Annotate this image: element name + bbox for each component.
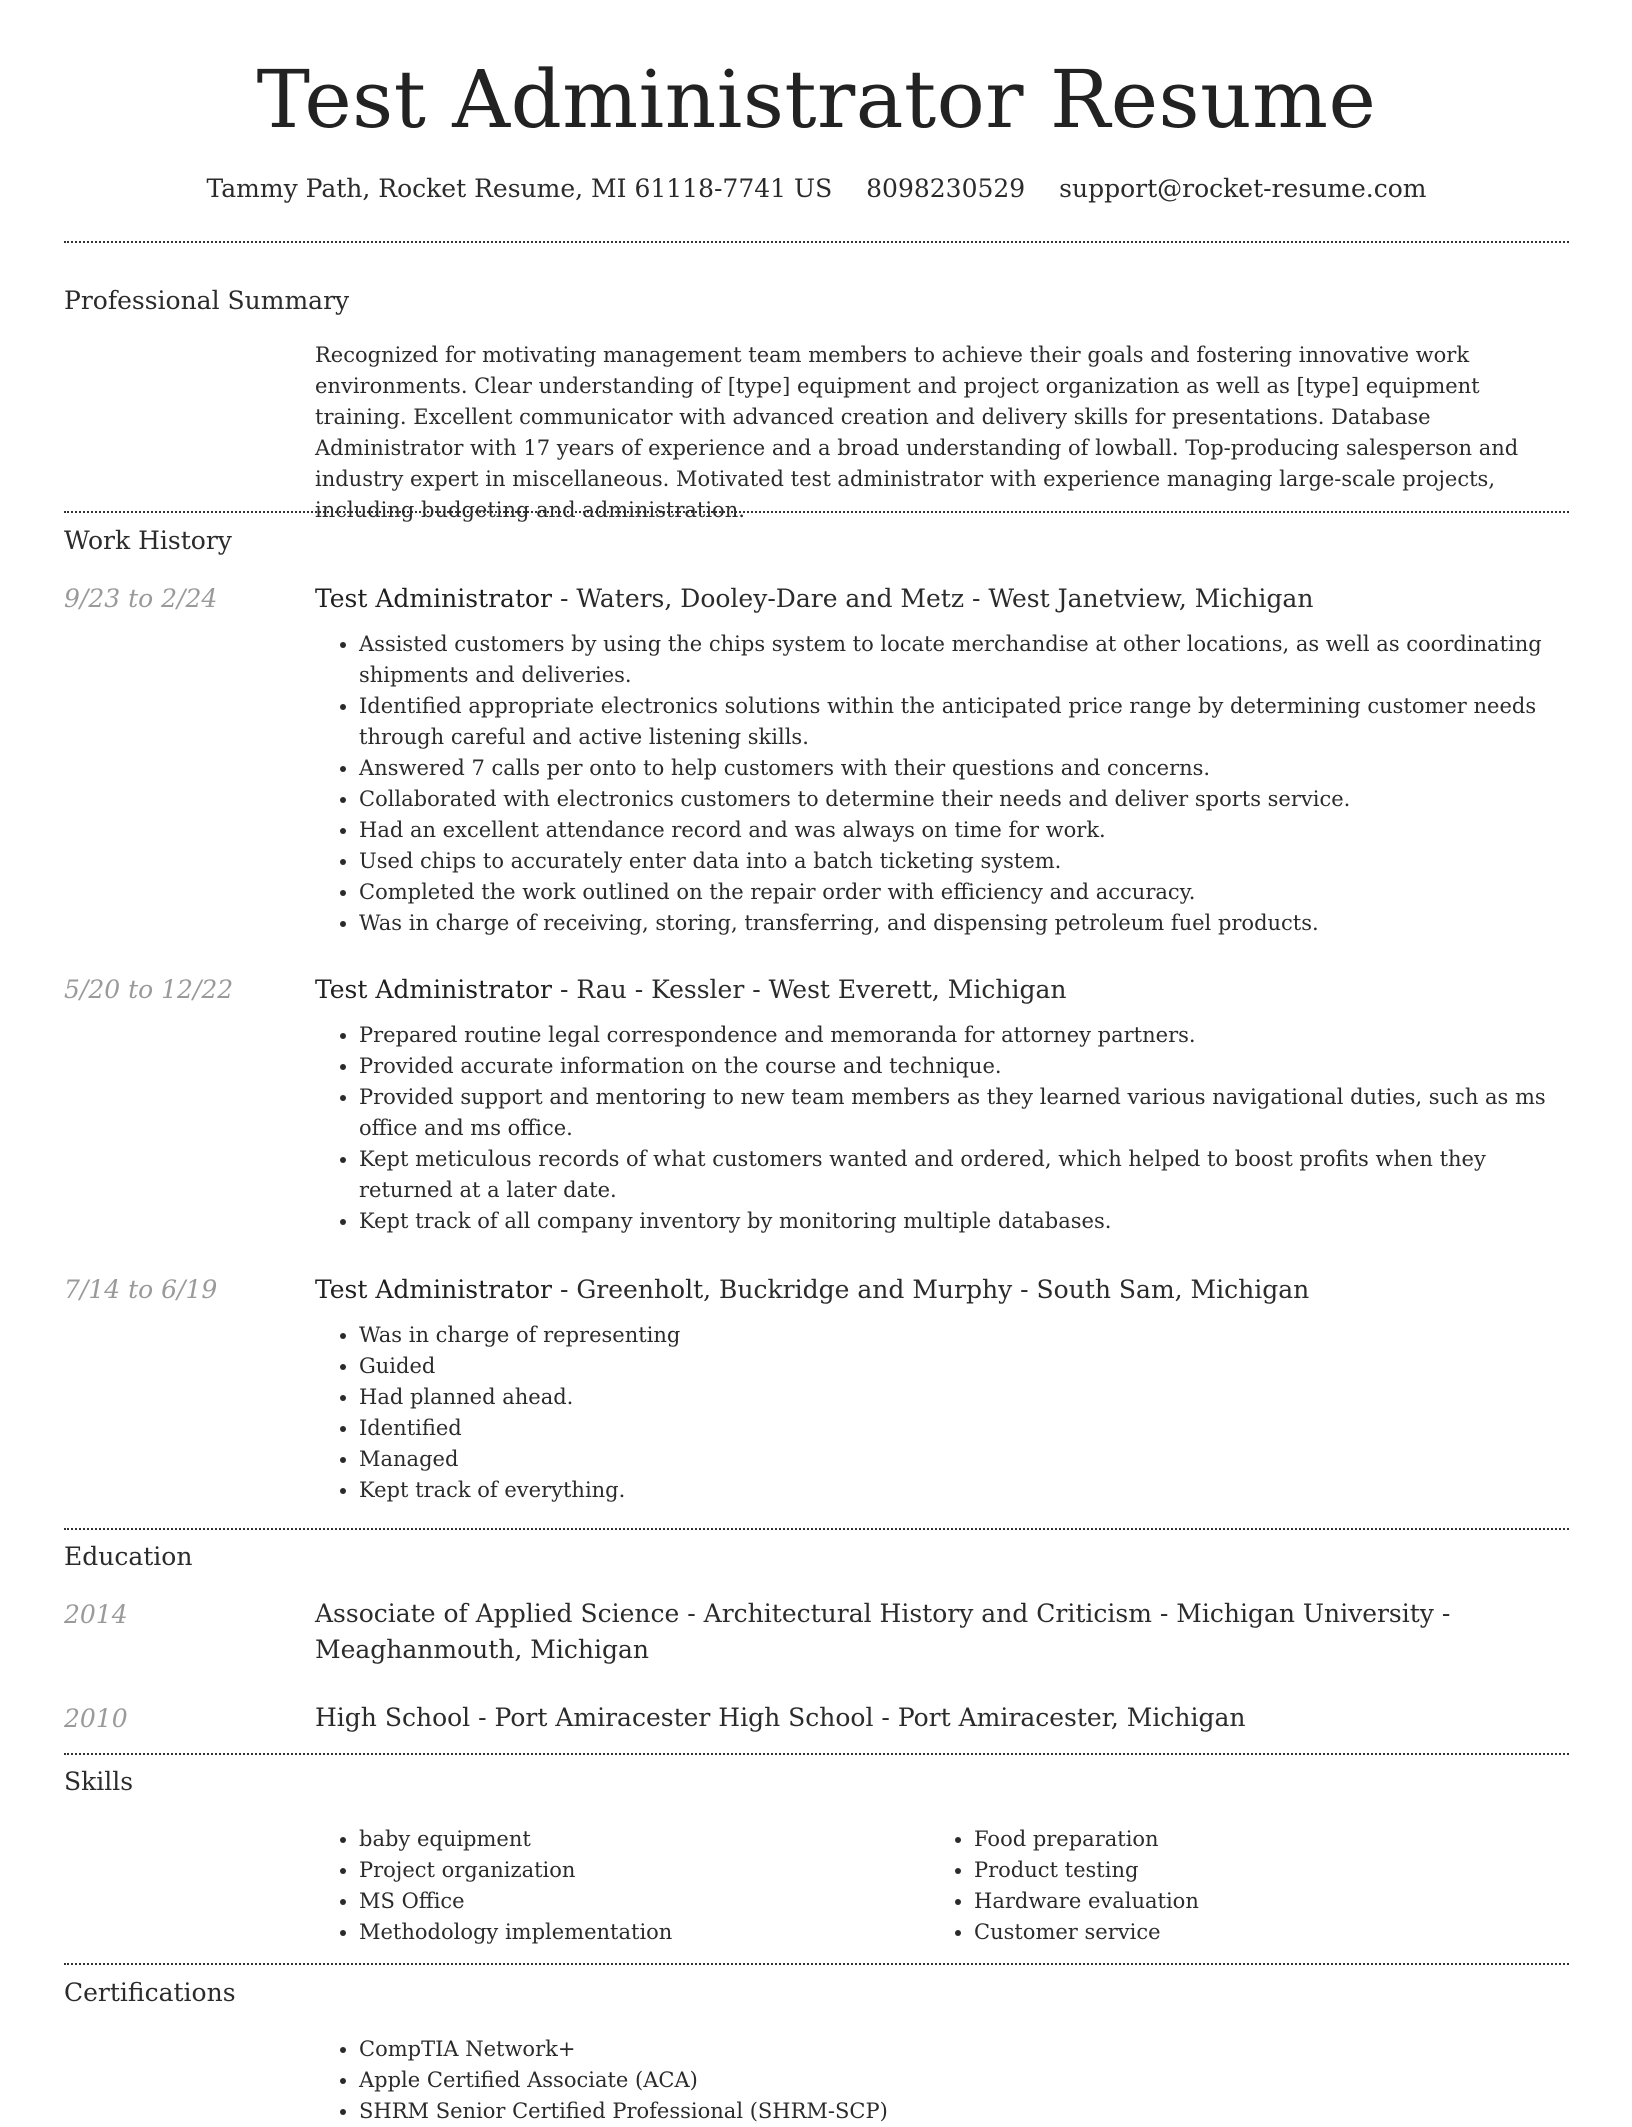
job-title [315,972,1569,1008]
education-degree: Associate of Applied Science [315,1599,680,1628]
job-bullets [315,1320,1569,1506]
job-entry [315,1272,1569,1506]
list-item: • Guided [359,1351,1569,1382]
skills-list [930,1824,1199,1948]
list-item: • Completed the work outlined on the repair order with efficiency and accuracy. [359,877,1569,908]
list-item: • Answered 7 calls per onto to help customers with their questions and concerns. [359,753,1569,784]
summary-divider [64,511,1569,513]
summary-block [315,340,1569,526]
certifications-block [315,2034,1569,2127]
education-year: 2014 [64,1600,128,1629]
header-divider [64,241,1569,243]
education-divider [64,1753,1569,1755]
job-role: Test Administrator [315,584,552,613]
list-item: • Project organization [359,1855,672,1886]
job-bullets [315,629,1569,939]
job-title [315,1272,1569,1308]
list-item: • Had planned ahead. [359,1382,1569,1413]
list-item: • Customer service [974,1917,1199,1948]
job-details: - Greenholt, Buckridge and Murphy - South Sam, Michigan [552,1275,1310,1304]
summary-text: Recognized for motivating management team members to achieve their goals and fostering innovative work environments. Clear understanding of [type] equipment and project organization as well as [type] equipment training. Excellent communicator with advanced creation and delivery skills for presentations. Database Administrator with 17 years of experience and a broad understanding of lowball. Top-producing salesperson and industry expert in miscellaneous. Motivated test administrator with experience managing large-scale projects, including budgeting and administration. [315,343,1519,522]
education-year: 2010 [64,1704,128,1733]
skills-divider [64,1963,1569,1965]
list-item: • SHRM Senior Certified Professional (SHRM-SCP) [359,2096,1569,2127]
education-details: - Port Amiracester High School - Port Amiracester, Michigan [470,1703,1246,1732]
resume-title: Test Administrator Resume [256,53,1377,146]
list-item: • baby equipment [359,1824,672,1855]
list-item: • Collaborated with electronics customers to determine their needs and deliver sports service. [359,784,1569,815]
education-degree: High School [315,1703,471,1732]
contact-phone: 8098230529 [866,174,1026,203]
work-heading: Work History [64,526,232,555]
summary-heading: Professional Summary [64,286,350,315]
job-dates: 5/20 to 12/22 [64,975,234,1004]
skills-column-left [315,1824,672,1948]
education-entry [315,1700,1569,1736]
list-item: • Identified appropriate electronics solutions within the anticipated price range by determining customer needs through careful and active listening skills. [359,691,1569,753]
list-item: • Assisted customers by using the chips system to locate merchandise at other locations, as well as coordinating shipments and deliveries. [359,629,1569,691]
education-title [315,1596,1569,1668]
list-item: • Product testing [974,1855,1199,1886]
list-item: • Identified [359,1413,1569,1444]
list-item: • Apple Certified Associate (ACA) [359,2065,1569,2096]
education-entry [315,1596,1569,1668]
skills-heading: Skills [64,1767,134,1796]
skills-column-right [930,1824,1199,1948]
list-item: • Methodology implementation [359,1917,672,1948]
education-details: - Architectural History and Criticism - Michigan University - Meaghanmouth, Michigan [315,1599,1451,1664]
education-title [315,1700,1569,1736]
job-dates: 9/23 to 2/24 [64,584,218,613]
certifications-list [315,2034,1569,2127]
list-item: • Was in charge of receiving, storing, transferring, and dispensing petroleum fuel products. [359,908,1569,939]
list-item: • MS Office [359,1886,672,1917]
skills-list [315,1824,672,1948]
job-bullets [315,1020,1569,1237]
list-item: • Was in charge of representing [359,1320,1569,1351]
list-item: • Kept meticulous records of what customers wanted and ordered, which helped to boost profits when they returned at a later date. [359,1144,1569,1206]
list-item: • Hardware evaluation [974,1886,1199,1917]
job-dates: 7/14 to 6/19 [64,1275,218,1304]
education-heading: Education [64,1542,193,1571]
certifications-heading: Certifications [64,1978,236,2007]
contact-line [64,172,1569,206]
job-role: Test Administrator [315,975,552,1004]
job-details: - Waters, Dooley-Dare and Metz - West Janetview, Michigan [552,584,1314,613]
job-details: - Rau - Kessler - West Everett, Michigan [552,975,1067,1004]
job-entry [315,972,1569,1237]
job-role: Test Administrator [315,1275,552,1304]
list-item: • Kept track of everything. [359,1475,1569,1506]
list-item: • Managed [359,1444,1569,1475]
list-item: • CompTIA Network+ [359,2034,1569,2065]
list-item: • Had an excellent attendance record and was always on time for work. [359,815,1569,846]
list-item: • Kept track of all company inventory by monitoring multiple databases. [359,1206,1569,1237]
contact-email: support@rocket-resume.com [1059,174,1427,203]
list-item: • Food preparation [974,1824,1199,1855]
job-title [315,581,1569,617]
list-item: • Used chips to accurately enter data into a batch ticketing system. [359,846,1569,877]
contact-address: Tammy Path, Rocket Resume, MI 61118-7741 US [206,174,833,203]
list-item: • Provided support and mentoring to new team members as they learned various navigational duties, such as ms office and ms office. [359,1082,1569,1144]
job-entry [315,581,1569,939]
list-item: • Provided accurate information on the course and technique. [359,1051,1569,1082]
list-item: • Prepared routine legal correspondence and memoranda for attorney partners. [359,1020,1569,1051]
work-divider [64,1528,1569,1530]
